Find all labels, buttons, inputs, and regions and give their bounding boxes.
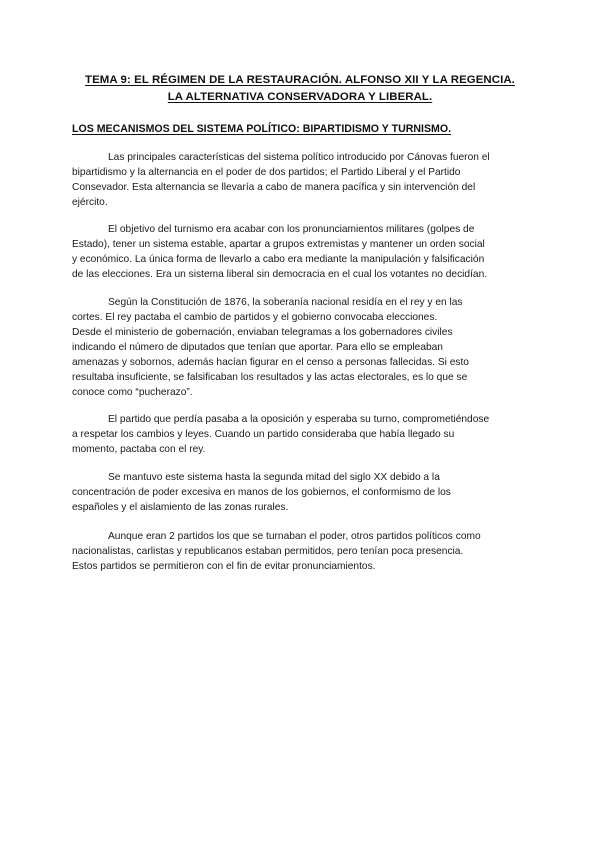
paragraph-3 [72,295,540,400]
paragraph-line: resultaba insuficiente, se falsificaban los resultados y las actas electorales, es lo que se [72,372,468,383]
paragraph-line: El objetivo del turnismo era acabar con los pronunciamientos militares (golpes de [108,224,475,235]
section-heading: LOS MECANISMOS DEL SISTEMA POLÍTICO: BIPARTIDISMO Y TURNISMO. [72,123,452,135]
paragraph-line: El partido que perdía pasaba a la oposición y esperaba su turno, comprometiéndose [108,414,490,425]
paragraph-line: Estos partidos se permitieron con el fin de evitar pronunciamientos. [72,561,376,572]
paragraph-line: bipartidismo y la alternancia en el poder de dos partidos; el Partido Liberal y el Partido [72,167,461,178]
paragraph-line: y económico. La única forma de llevarlo a cabo era mediante la manipulación y falsificación [72,254,485,265]
paragraph-line: Se mantuvo este sistema hasta la segunda mitad del siglo XX debido a la [108,472,440,483]
paragraph-5 [72,470,540,515]
paragraph-2 [72,222,540,282]
paragraph-line: conoce como “pucherazo”. [72,387,193,398]
paragraph-line: amenazas y sobornos, además hacían figurar en el censo a personas fallecidas. Si esto [72,357,469,368]
document-title-line-1: TEMA 9: EL RÉGIMEN DE LA RESTAURACIÓN. ALFONSO XII Y LA REGENCIA. [85,74,515,86]
paragraph-line: Según la Constitución de 1876, la soberanía nacional residía en el rey y en las [108,297,463,308]
paragraph-line: cortes. El rey pactaba el cambio de partidos y el gobierno convocaba elecciones. [72,312,438,323]
paragraph-line: concentración de poder excesiva en manos de los gobiernos, el conformismo de los [72,487,451,498]
paragraph-line: Consevador. Esta alternancia se llevaría a cabo de manera pacífica y sin intervención del [72,182,476,193]
paragraph-line: indicando el número de diputados que tenían que aportar. Para ello se empleaban [72,342,443,353]
paragraph-line: ejército. [72,197,108,208]
paragraph-line: a respetar los cambios y leyes. Cuando un partido consideraba que había llegado su [72,429,455,440]
paragraph-6 [72,529,540,574]
paragraph-line: Desde el ministerio de gobernación, enviaban telegramas a los gobernadores civiles [72,327,453,338]
paragraph-line: de las elecciones. Era un sistema liberal sin democracia en el cual los votantes no decidían. [72,269,488,280]
paragraph-line: españoles y el aislamiento de las zonas rurales. [72,502,289,513]
paragraph-line: Aunque eran 2 partidos los que se turnaban el poder, otros partidos políticos como [108,531,481,542]
paragraph-line: Estado), tener un sistema estable, apartar a grupos extremistas y mantener un orden social [72,239,485,250]
paragraph-line: nacionalistas, carlistas y republicanos estaban permitidos, pero tenían poca presencia. [72,546,464,557]
document-title-line-2: LA ALTERNATIVA CONSERVADORA Y LIBERAL. [167,91,433,103]
paragraph-line: momento, pactaba con el rey. [72,444,206,455]
paragraph-1 [72,150,540,210]
paragraph-line: Las principales características del sistema político introducido por Cánovas fueron el [108,152,490,163]
document-title [60,72,540,106]
paragraph-4 [72,412,540,457]
